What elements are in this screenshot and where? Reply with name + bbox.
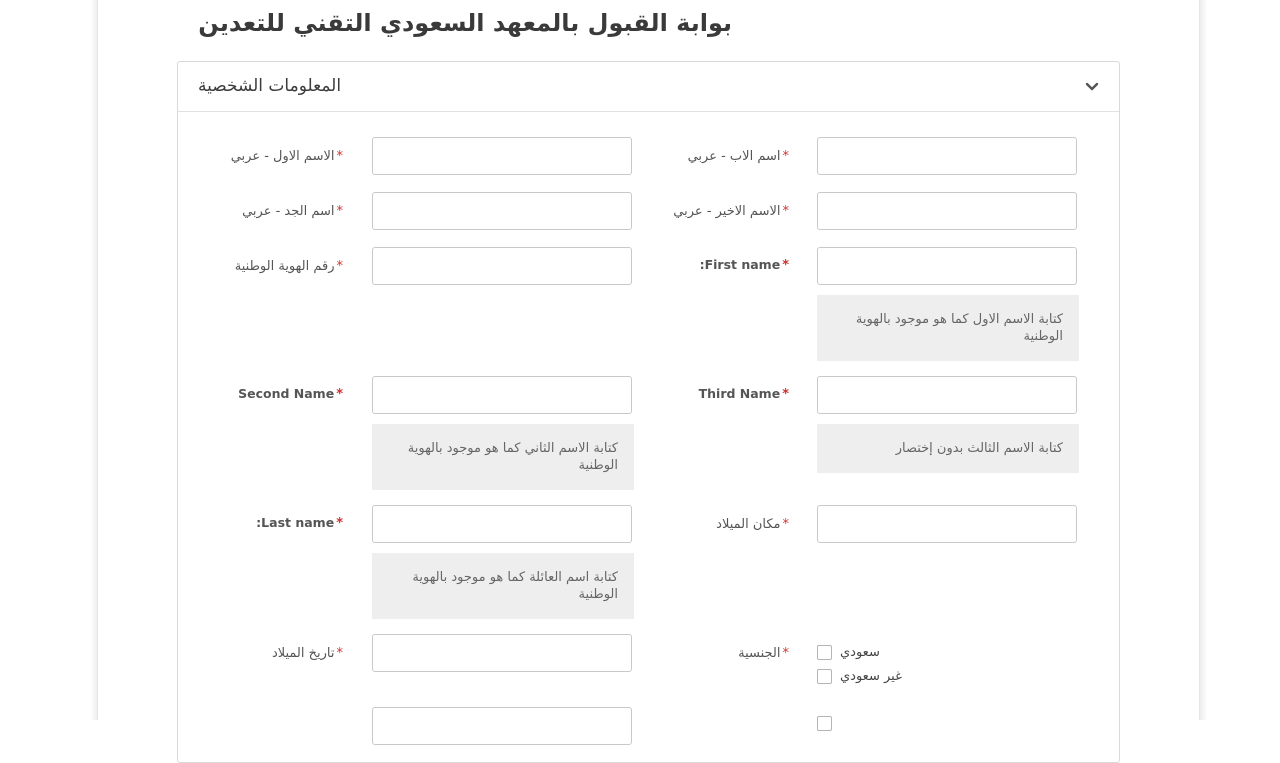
first-name-en-label: *First name: xyxy=(699,257,789,273)
panel-title: المعلومات الشخصية xyxy=(198,76,342,96)
second-name-en-hint: كتابة الاسم الثاني كما هو موجود بالهوية الوطنية xyxy=(372,424,634,490)
birth-date-input[interactable] xyxy=(372,634,632,672)
first-name-en-hint: كتابة الاسم الاول كما هو موجود بالهوية الوطنية xyxy=(817,295,1079,361)
nationality-label: *الجنسية xyxy=(738,646,789,661)
national-id-input[interactable] xyxy=(372,247,632,285)
chevron-down-icon[interactable] xyxy=(1081,75,1103,97)
nationality-non-saudi-label[interactable]: غير سعودي xyxy=(840,669,902,684)
second-name-en-label: *Second Name xyxy=(238,386,343,402)
birth-place-label: *مكان الميلاد xyxy=(716,517,789,532)
page-title: بوابة القبول بالمعهد السعودي التقني للتعدين xyxy=(198,9,732,37)
last-name-en-label: *Last name: xyxy=(256,515,343,531)
grandfather-name-ar-input[interactable] xyxy=(372,192,632,230)
father-name-ar-label: *اسم الاب - عربي xyxy=(687,149,789,164)
national-id-label: *رقم الهوية الوطنية xyxy=(234,259,343,274)
grandfather-name-ar-label: *اسم الجد - عربي xyxy=(242,204,343,219)
last-name-ar-input[interactable] xyxy=(817,192,1077,230)
nationality-non-saudi-checkbox[interactable] xyxy=(817,669,832,684)
next-row-input[interactable] xyxy=(372,707,632,745)
first-name-ar-label: *الاسم الاول - عربي xyxy=(230,149,343,164)
panel-header[interactable] xyxy=(178,62,1119,112)
third-name-en-label: *Third Name xyxy=(698,386,789,402)
page-edge-left xyxy=(97,0,98,720)
page-edge-right xyxy=(1199,0,1200,720)
next-row-checkbox[interactable] xyxy=(817,716,832,731)
nationality-saudi-label[interactable]: سعودي xyxy=(840,645,880,660)
birth-place-input[interactable] xyxy=(817,505,1077,543)
first-name-en-input[interactable] xyxy=(817,247,1077,285)
first-name-ar-input[interactable] xyxy=(372,137,632,175)
father-name-ar-input[interactable] xyxy=(817,137,1077,175)
last-name-en-input[interactable] xyxy=(372,505,632,543)
last-name-en-hint: كتابة اسم العائلة كما هو موجود بالهوية الوطنية xyxy=(372,553,634,619)
birth-date-label: *تاريخ الميلاد xyxy=(271,646,343,661)
page-shadow-right xyxy=(1200,0,1208,720)
third-name-en-input[interactable] xyxy=(817,376,1077,414)
nationality-saudi-checkbox[interactable] xyxy=(817,645,832,660)
third-name-en-hint: كتابة الاسم الثالث بدون إختصار xyxy=(817,424,1079,473)
second-name-en-input[interactable] xyxy=(372,376,632,414)
last-name-ar-label: *الاسم الاخير - عربي xyxy=(673,204,789,219)
